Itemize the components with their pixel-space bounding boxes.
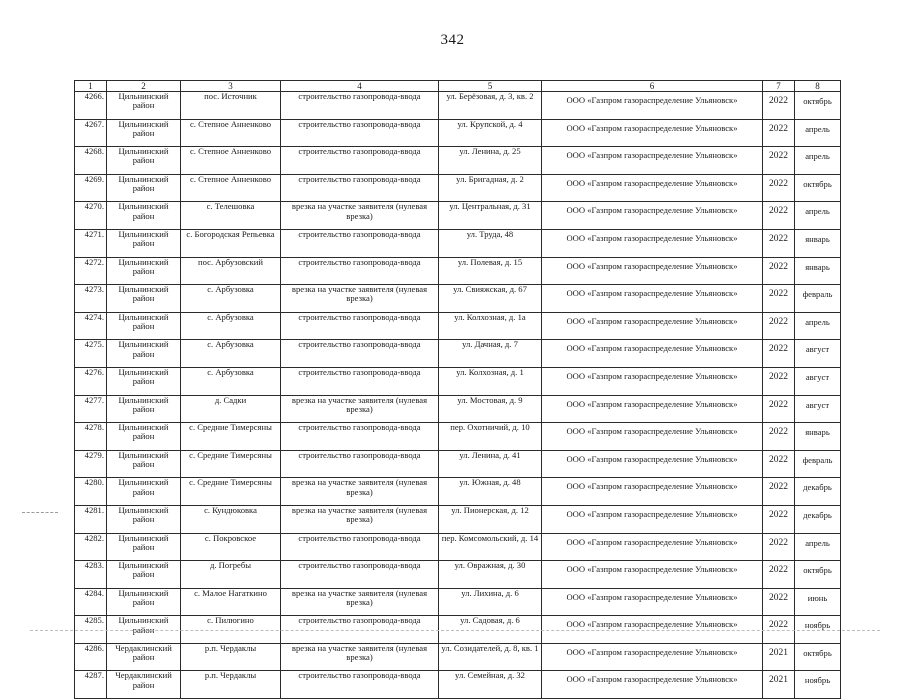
district-cell: Чердаклинский район: [107, 671, 181, 699]
table-row: [75, 119, 841, 147]
header-cell: 2: [107, 81, 181, 92]
address-cell: ул. Крупской, д. 4: [439, 119, 542, 147]
table-row: [75, 671, 841, 699]
work-type-cell: строительство газопровода-ввода: [281, 450, 439, 478]
header-cell: 6: [542, 81, 763, 92]
settlement-cell: пос. Источник: [181, 92, 281, 120]
settlement-cell: д. Садки: [181, 395, 281, 423]
month-cell: июнь: [795, 588, 841, 616]
month-cell: ноябрь: [795, 616, 841, 644]
table-row: [75, 450, 841, 478]
settlement-cell: с. Арбузовка: [181, 312, 281, 340]
address-cell: ул. Мостовая, д. 9: [439, 395, 542, 423]
settlement-cell: с. Телешовка: [181, 202, 281, 230]
year-cell: 2022: [763, 119, 795, 147]
table-row: [75, 257, 841, 285]
address-cell: ул. Свияжская, д. 67: [439, 285, 542, 313]
table-row: [75, 395, 841, 423]
district-cell: Цильнинский район: [107, 202, 181, 230]
row-number-cell: 4287.: [75, 671, 107, 699]
work-type-cell: строительство газопровода-ввода: [281, 174, 439, 202]
work-type-cell: врезка на участке заявителя (нулевая врезка): [281, 505, 439, 533]
work-type-cell: строительство газопровода-ввода: [281, 229, 439, 257]
address-cell: ул. Дачная, д. 7: [439, 340, 542, 368]
year-cell: 2022: [763, 312, 795, 340]
address-cell: пер. Комсомольский, д. 14: [439, 533, 542, 561]
address-cell: ул. Труда, 48: [439, 229, 542, 257]
organization-cell: ООО «Газпром газораспределение Ульяновск»: [542, 202, 763, 230]
year-cell: 2021: [763, 643, 795, 671]
district-cell: Цильнинский район: [107, 395, 181, 423]
work-type-cell: строительство газопровода-ввода: [281, 561, 439, 589]
table-row: [75, 340, 841, 368]
table-row: [75, 202, 841, 230]
work-type-cell: врезка на участке заявителя (нулевая врезка): [281, 643, 439, 671]
district-cell: Цильнинский район: [107, 119, 181, 147]
organization-cell: ООО «Газпром газораспределение Ульяновск»: [542, 257, 763, 285]
work-type-cell: врезка на участке заявителя (нулевая врезка): [281, 202, 439, 230]
row-number-cell: 4266.: [75, 92, 107, 120]
month-cell: апрель: [795, 147, 841, 175]
year-cell: 2022: [763, 174, 795, 202]
bottom-scan-line: [30, 630, 880, 631]
year-cell: 2022: [763, 229, 795, 257]
row-number-cell: 4281.: [75, 505, 107, 533]
district-cell: Чердаклинский район: [107, 643, 181, 671]
work-type-cell: врезка на участке заявителя (нулевая врезка): [281, 478, 439, 506]
month-cell: декабрь: [795, 505, 841, 533]
year-cell: 2022: [763, 202, 795, 230]
row-number-cell: 4272.: [75, 257, 107, 285]
year-cell: 2022: [763, 395, 795, 423]
year-cell: 2021: [763, 671, 795, 699]
district-cell: Цильнинский район: [107, 340, 181, 368]
settlement-cell: с. Кундюковка: [181, 505, 281, 533]
row-number-cell: 4284.: [75, 588, 107, 616]
settlement-cell: с. Средние Тимерсяны: [181, 423, 281, 451]
organization-cell: ООО «Газпром газораспределение Ульяновск»: [542, 340, 763, 368]
row-number-cell: 4271.: [75, 229, 107, 257]
work-type-cell: строительство газопровода-ввода: [281, 367, 439, 395]
work-type-cell: врезка на участке заявителя (нулевая врезка): [281, 395, 439, 423]
work-type-cell: строительство газопровода-ввода: [281, 147, 439, 175]
settlement-cell: с. Малое Нагаткино: [181, 588, 281, 616]
header-cell: 5: [439, 81, 542, 92]
row-number-cell: 4279.: [75, 450, 107, 478]
table-row: [75, 285, 841, 313]
table-row: [75, 423, 841, 451]
settlement-cell: с. Арбузовка: [181, 367, 281, 395]
address-cell: ул. Берёзовая, д. 3, кв. 2: [439, 92, 542, 120]
month-cell: апрель: [795, 312, 841, 340]
organization-cell: ООО «Газпром газораспределение Ульяновск»: [542, 285, 763, 313]
table-row: [75, 147, 841, 175]
district-cell: Цильнинский район: [107, 505, 181, 533]
year-cell: 2022: [763, 92, 795, 120]
year-cell: 2022: [763, 588, 795, 616]
district-cell: Цильнинский район: [107, 285, 181, 313]
month-cell: август: [795, 395, 841, 423]
settlement-cell: с. Степное Анненково: [181, 119, 281, 147]
header-cell: 1: [75, 81, 107, 92]
work-type-cell: врезка на участке заявителя (нулевая врезка): [281, 285, 439, 313]
district-cell: Цильнинский район: [107, 450, 181, 478]
table-row: [75, 478, 841, 506]
work-type-cell: строительство газопровода-ввода: [281, 119, 439, 147]
district-cell: Цильнинский район: [107, 147, 181, 175]
month-cell: август: [795, 367, 841, 395]
table-row: [75, 92, 841, 120]
organization-cell: ООО «Газпром газораспределение Ульяновск»: [542, 312, 763, 340]
month-cell: декабрь: [795, 478, 841, 506]
organization-cell: ООО «Газпром газораспределение Ульяновск»: [542, 616, 763, 644]
row-number-cell: 4273.: [75, 285, 107, 313]
organization-cell: ООО «Газпром газораспределение Ульяновск»: [542, 478, 763, 506]
month-cell: февраль: [795, 285, 841, 313]
month-cell: январь: [795, 423, 841, 451]
month-cell: октябрь: [795, 92, 841, 120]
work-type-cell: строительство газопровода-ввода: [281, 671, 439, 699]
header-cell: 4: [281, 81, 439, 92]
organization-cell: ООО «Газпром газораспределение Ульяновск»: [542, 450, 763, 478]
year-cell: 2022: [763, 285, 795, 313]
row-number-cell: 4278.: [75, 423, 107, 451]
settlement-cell: с. Пилюгино: [181, 616, 281, 644]
year-cell: 2022: [763, 478, 795, 506]
month-cell: август: [795, 340, 841, 368]
work-type-cell: строительство газопровода-ввода: [281, 423, 439, 451]
row-number-cell: 4276.: [75, 367, 107, 395]
month-cell: апрель: [795, 202, 841, 230]
address-cell: ул. Колхозная, д. 1а: [439, 312, 542, 340]
table-row: [75, 533, 841, 561]
address-cell: ул. Лихина, д. 6: [439, 588, 542, 616]
table-row: [75, 588, 841, 616]
month-cell: октябрь: [795, 643, 841, 671]
organization-cell: ООО «Газпром газораспределение Ульяновск»: [542, 505, 763, 533]
district-cell: Цильнинский район: [107, 257, 181, 285]
settlement-cell: с. Средние Тимерсяны: [181, 450, 281, 478]
district-cell: Цильнинский район: [107, 561, 181, 589]
row-number-cell: 4286.: [75, 643, 107, 671]
district-cell: Цильнинский район: [107, 92, 181, 120]
settlement-cell: с. Степное Анненково: [181, 174, 281, 202]
organization-cell: ООО «Газпром газораспределение Ульяновск»: [542, 671, 763, 699]
work-type-cell: строительство газопровода-ввода: [281, 92, 439, 120]
settlement-cell: с. Арбузовка: [181, 285, 281, 313]
header-cell: 3: [181, 81, 281, 92]
organization-cell: ООО «Газпром газораспределение Ульяновск»: [542, 643, 763, 671]
organization-cell: ООО «Газпром газораспределение Ульяновск»: [542, 588, 763, 616]
address-cell: ул. Южная, д. 48: [439, 478, 542, 506]
district-cell: Цильнинский район: [107, 533, 181, 561]
month-cell: октябрь: [795, 561, 841, 589]
row-number-cell: 4282.: [75, 533, 107, 561]
year-cell: 2022: [763, 147, 795, 175]
work-type-cell: строительство газопровода-ввода: [281, 616, 439, 644]
address-cell: ул. Пионерская, д. 12: [439, 505, 542, 533]
year-cell: 2022: [763, 340, 795, 368]
row-number-cell: 4275.: [75, 340, 107, 368]
year-cell: 2022: [763, 533, 795, 561]
settlement-cell: с. Средние Тимерсяны: [181, 478, 281, 506]
table-row: [75, 312, 841, 340]
settlement-cell: д. Погребы: [181, 561, 281, 589]
organization-cell: ООО «Газпром газораспределение Ульяновск»: [542, 423, 763, 451]
row-number-cell: 4280.: [75, 478, 107, 506]
header-row: [75, 81, 841, 92]
organization-cell: ООО «Газпром газораспределение Ульяновск»: [542, 119, 763, 147]
header-cell: 7: [763, 81, 795, 92]
month-cell: ноябрь: [795, 671, 841, 699]
row-number-cell: 4285.: [75, 616, 107, 644]
month-cell: февраль: [795, 450, 841, 478]
organization-cell: ООО «Газпром газораспределение Ульяновск»: [542, 92, 763, 120]
work-type-cell: строительство газопровода-ввода: [281, 533, 439, 561]
table-row: [75, 643, 841, 671]
settlement-cell: р.п. Чердаклы: [181, 671, 281, 699]
address-cell: ул. Овражная, д. 30: [439, 561, 542, 589]
settlement-cell: с. Покровское: [181, 533, 281, 561]
district-cell: Цильнинский район: [107, 616, 181, 644]
year-cell: 2022: [763, 423, 795, 451]
address-cell: ул. Бригадная, д. 2: [439, 174, 542, 202]
year-cell: 2022: [763, 616, 795, 644]
month-cell: январь: [795, 257, 841, 285]
district-cell: Цильнинский район: [107, 312, 181, 340]
table-row: [75, 367, 841, 395]
row-number-cell: 4270.: [75, 202, 107, 230]
margin-mark: [22, 512, 58, 513]
district-cell: Цильнинский район: [107, 588, 181, 616]
settlement-cell: пос. Арбузовский: [181, 257, 281, 285]
row-number-cell: 4277.: [75, 395, 107, 423]
row-number-cell: 4267.: [75, 119, 107, 147]
row-number-cell: 4274.: [75, 312, 107, 340]
district-cell: Цильнинский район: [107, 229, 181, 257]
month-cell: апрель: [795, 119, 841, 147]
organization-cell: ООО «Газпром газораспределение Ульяновск»: [542, 533, 763, 561]
district-cell: Цильнинский район: [107, 367, 181, 395]
year-cell: 2022: [763, 505, 795, 533]
address-cell: ул. Семейная, д. 32: [439, 671, 542, 699]
table-row: [75, 174, 841, 202]
row-number-cell: 4283.: [75, 561, 107, 589]
work-type-cell: строительство газопровода-ввода: [281, 257, 439, 285]
gas-connection-table: [74, 80, 841, 699]
year-cell: 2022: [763, 561, 795, 589]
organization-cell: ООО «Газпром газораспределение Ульяновск»: [542, 367, 763, 395]
settlement-cell: с. Арбузовка: [181, 340, 281, 368]
settlement-cell: р.п. Чердаклы: [181, 643, 281, 671]
month-cell: январь: [795, 229, 841, 257]
address-cell: ул. Полевая, д. 15: [439, 257, 542, 285]
month-cell: апрель: [795, 533, 841, 561]
row-number-cell: 4269.: [75, 174, 107, 202]
work-type-cell: строительство газопровода-ввода: [281, 340, 439, 368]
year-cell: 2022: [763, 450, 795, 478]
work-type-cell: строительство газопровода-ввода: [281, 312, 439, 340]
table-row: [75, 505, 841, 533]
address-cell: ул. Ленина, д. 25: [439, 147, 542, 175]
organization-cell: ООО «Газпром газораспределение Ульяновск»: [542, 229, 763, 257]
district-cell: Цильнинский район: [107, 478, 181, 506]
page-number: 342: [440, 32, 465, 48]
year-cell: 2022: [763, 257, 795, 285]
organization-cell: ООО «Газпром газораспределение Ульяновск»: [542, 561, 763, 589]
district-cell: Цильнинский район: [107, 174, 181, 202]
table-row: [75, 229, 841, 257]
organization-cell: ООО «Газпром газораспределение Ульяновск»: [542, 395, 763, 423]
table-row: [75, 561, 841, 589]
year-cell: 2022: [763, 367, 795, 395]
address-cell: ул. Созидателей, д. 8, кв. 1: [439, 643, 542, 671]
organization-cell: ООО «Газпром газораспределение Ульяновск»: [542, 174, 763, 202]
month-cell: октябрь: [795, 174, 841, 202]
address-cell: ул. Центральная, д. 31: [439, 202, 542, 230]
address-cell: пер. Охотничий, д. 10: [439, 423, 542, 451]
work-type-cell: врезка на участке заявителя (нулевая врезка): [281, 588, 439, 616]
district-cell: Цильнинский район: [107, 423, 181, 451]
address-cell: ул. Ленина, д. 41: [439, 450, 542, 478]
organization-cell: ООО «Газпром газораспределение Ульяновск»: [542, 147, 763, 175]
settlement-cell: с. Богородская Репьевка: [181, 229, 281, 257]
settlement-cell: с. Степное Анненково: [181, 147, 281, 175]
header-cell: 8: [795, 81, 841, 92]
address-cell: ул. Садовая, д. 6: [439, 616, 542, 644]
address-cell: ул. Колхозная, д. 1: [439, 367, 542, 395]
row-number-cell: 4268.: [75, 147, 107, 175]
